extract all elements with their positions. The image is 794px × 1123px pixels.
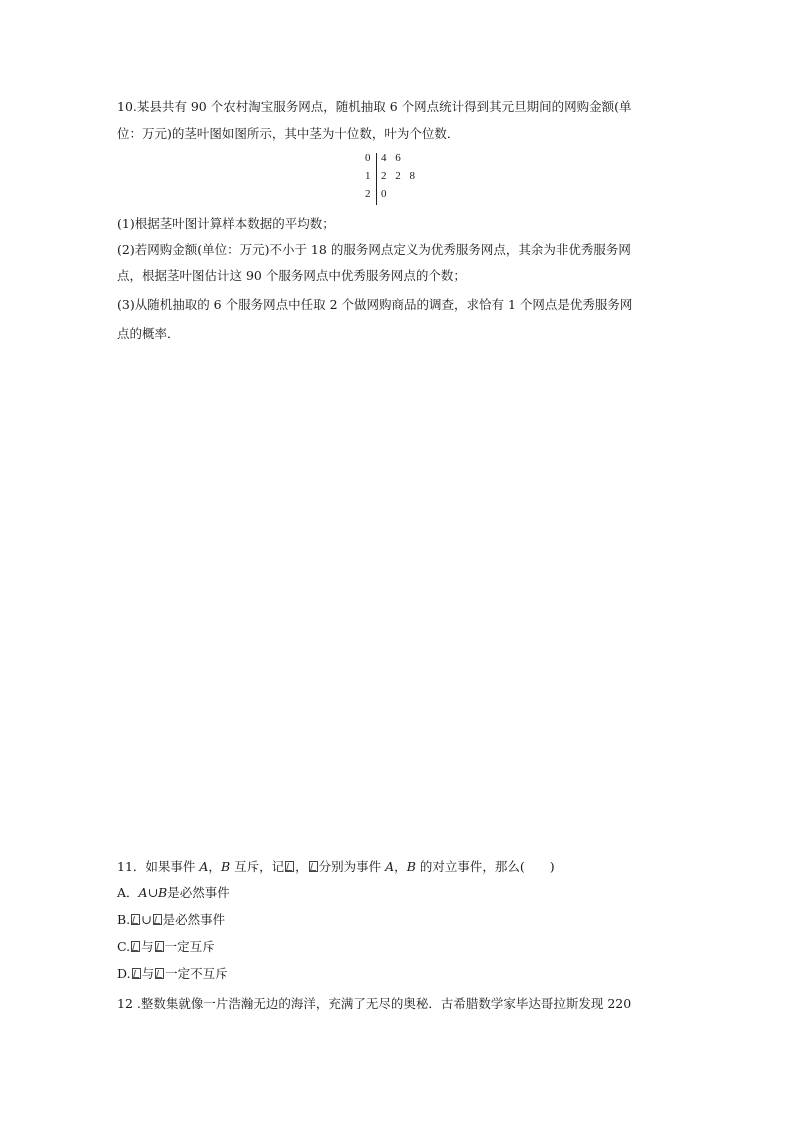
complement-a-symbol [285, 861, 294, 872]
q10-line-1: 10.某县共有 90 个农村淘宝服务网点，随机抽取 6 个网点统计得到其元旦期间的网购金额(单 [117, 99, 632, 114]
leaf-values: 4 6 [381, 152, 401, 164]
stem-value: 0 [365, 152, 371, 164]
q10-part-3-line-1: (3)从随机抽取的 6 个服务网点中任取 2 个做网购商品的调查，求恰有 1 个网点是优秀服务网 [117, 297, 633, 312]
stem-leaf-divider [376, 153, 377, 205]
stem-value: 1 [365, 170, 371, 182]
q10-line-2: 位：万元)的茎叶图如图所示，其中茎为十位数，叶为个位数． [117, 126, 460, 141]
q10-part-2-line-1: (2)若网购金额(单位：万元)不小于 18 的服务网点定义为优秀服务网点，其余为非优秀服务网 [117, 242, 631, 257]
leaf-values: 2 2 8 [381, 170, 415, 182]
q11-stem: 11．如果事件 A，B 互斥，记 ， 分别为事件 A，B 的对立事件，那么( ) [117, 859, 555, 874]
complement-a-symbol [132, 968, 141, 979]
q11-option-d[interactable]: D. 与 一定不互斥 [117, 966, 228, 981]
q11-option-a[interactable]: A．A∪B是必然事件 [117, 885, 230, 900]
complement-b-symbol [155, 968, 164, 979]
q12-line-1: 12 .整数集就像一片浩瀚无边的海洋，充满了无尽的奥秘．古希腊数学家毕达哥拉斯发现 220 [117, 996, 632, 1011]
q10-part-2-line-2: 点，根据茎叶图估计这 90 个服务网点中优秀服务网点的个数； [117, 268, 466, 283]
complement-a-symbol [131, 914, 140, 925]
complement-a-symbol [131, 941, 140, 952]
stem-leaf-plot [365, 152, 435, 208]
q10-part-3-line-2: 点的概率． [117, 326, 180, 341]
complement-b-symbol [153, 914, 162, 925]
complement-b-symbol [309, 861, 318, 872]
q10-part-1: (1)根据茎叶图计算样本数据的平均数； [117, 216, 335, 231]
stem-value: 2 [365, 188, 371, 200]
leaf-values: 0 [381, 188, 387, 200]
complement-b-symbol [155, 941, 164, 952]
q11-option-b[interactable]: B. ∪ 是必然事件 [117, 912, 226, 927]
q11-option-c[interactable]: C. 与 一定互斥 [117, 939, 215, 954]
